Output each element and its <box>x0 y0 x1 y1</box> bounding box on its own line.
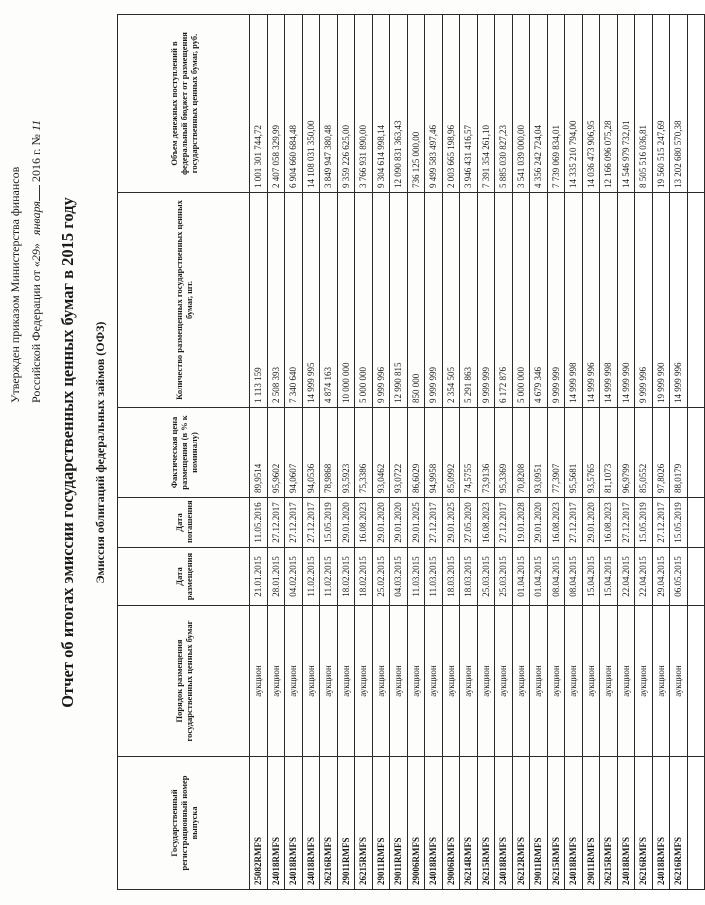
cell-actual-price: 78,9868 <box>320 408 338 498</box>
cell-maturity-date: 27.12.2017 <box>267 498 285 548</box>
cell-placement-method: аукцион <box>530 606 548 757</box>
cell-actual-price: 77,3907 <box>547 408 565 498</box>
cell-budget-proceeds: 13 202 680 570,38 <box>670 15 688 193</box>
cell-actual-price: 88,0179 <box>670 408 688 498</box>
cell-placement-method: аукцион <box>460 606 478 757</box>
cell-registration-number: 26216RMFS <box>635 757 653 890</box>
cell-placement-date: 01.04.2015 <box>512 548 530 606</box>
cell-quantity: 14 999 998 <box>565 193 583 408</box>
cell-actual-price: 97,8026 <box>652 408 670 498</box>
cell-maturity-date: 29.01.2020 <box>372 498 390 548</box>
cell-budget-proceeds: 14 335 210 794,00 <box>565 15 583 193</box>
cell-placement-date: 18.03.2015 <box>460 548 478 606</box>
cell-maturity-date: 27.12.2017 <box>617 498 635 548</box>
table-row <box>302 15 320 890</box>
cell-placement-method: аукцион <box>390 606 408 757</box>
cell-registration-number: 24018RMFS <box>652 757 670 890</box>
cell-quantity: 5 000 000 <box>512 193 530 408</box>
cell-registration-number: 26212RMFS <box>512 757 530 890</box>
table-row <box>320 15 338 890</box>
cell-quantity: 7 340 640 <box>285 193 303 408</box>
cell-quantity: 9 999 999 <box>425 193 443 408</box>
cell-maturity-date: 15.05.2019 <box>320 498 338 548</box>
cell-maturity-date: 11.05.2016 <box>250 498 268 548</box>
cell-maturity-date: 27.12.2017 <box>302 498 320 548</box>
approval-line-ministry: Утвержден приказом Министерства финансов <box>8 166 22 403</box>
table-row <box>267 15 285 890</box>
cell-actual-price: 95,3369 <box>495 408 513 498</box>
cell-placement-method: аукцион <box>442 606 460 757</box>
cell-actual-price: 85,0992 <box>442 408 460 498</box>
cell-maturity-date: 29.01.2025 <box>442 498 460 548</box>
approval-date-prefix: Российской Федерации от « <box>29 261 43 403</box>
table-row <box>337 15 355 890</box>
table-row <box>565 15 583 890</box>
table-row <box>425 15 443 890</box>
cell-empty <box>687 15 705 193</box>
header-actual-price: Фактическая цена размещения (в % к номиналу) <box>118 408 250 498</box>
approval-stamp <box>5 120 47 403</box>
cell-placement-method: аукцион <box>285 606 303 757</box>
approval-line-date <box>26 120 47 403</box>
cell-registration-number: 29011RMFS <box>530 757 548 890</box>
bond-issue-rows <box>250 15 705 890</box>
cell-budget-proceeds: 3 766 931 890,00 <box>355 15 373 193</box>
table-row-empty <box>687 15 705 890</box>
cell-maturity-date: 16.08.2023 <box>547 498 565 548</box>
cell-quantity: 4 679 346 <box>530 193 548 408</box>
table-row <box>670 15 688 890</box>
table-row <box>285 15 303 890</box>
cell-placement-date: 15.04.2015 <box>600 548 618 606</box>
cell-placement-date: 22.04.2015 <box>635 548 653 606</box>
cell-maturity-date: 27.12.2017 <box>495 498 513 548</box>
cell-placement-method: аукцион <box>635 606 653 757</box>
cell-registration-number: 29011RMFS <box>372 757 390 890</box>
table-row <box>582 15 600 890</box>
cell-registration-number: 29011RMFS <box>582 757 600 890</box>
cell-registration-number: 26216RMFS <box>320 757 338 890</box>
cell-registration-number: 26216RMFS <box>670 757 688 890</box>
cell-placement-method: аукцион <box>565 606 583 757</box>
cell-placement-method: аукцион <box>320 606 338 757</box>
cell-maturity-date: 27.12.2017 <box>285 498 303 548</box>
cell-placement-date: 29.04.2015 <box>652 548 670 606</box>
cell-budget-proceeds: 12 166 096 075,28 <box>600 15 618 193</box>
cell-budget-proceeds: 8 505 516 036,81 <box>635 15 653 193</box>
approval-month: января <box>29 201 43 236</box>
cell-placement-method: аукцион <box>600 606 618 757</box>
cell-budget-proceeds: 9 359 226 625,00 <box>337 15 355 193</box>
cell-maturity-date: 16.08.2023 <box>477 498 495 548</box>
cell-placement-method: аукцион <box>652 606 670 757</box>
cell-placement-method: аукцион <box>407 606 425 757</box>
cell-actual-price: 89,9514 <box>250 408 268 498</box>
cell-actual-price: 95,5681 <box>565 408 583 498</box>
table-row <box>600 15 618 890</box>
cell-placement-method: аукцион <box>512 606 530 757</box>
cell-placement-date: 18.02.2015 <box>355 548 373 606</box>
cell-quantity: 5 000 000 <box>355 193 373 408</box>
cell-empty <box>687 757 705 890</box>
approval-date-mid: » <box>29 243 43 250</box>
cell-budget-proceeds: 14 546 979 732,01 <box>617 15 635 193</box>
cell-registration-number: 24018RMFS <box>565 757 583 890</box>
cell-quantity: 6 172 876 <box>495 193 513 408</box>
cell-budget-proceeds: 9 304 614 998,14 <box>372 15 390 193</box>
cell-quantity: 14 999 990 <box>617 193 635 408</box>
cell-placement-date: 25.03.2015 <box>477 548 495 606</box>
table-row <box>250 15 268 890</box>
cell-maturity-date: 16.08.2023 <box>600 498 618 548</box>
cell-placement-method: аукцион <box>267 606 285 757</box>
header-maturity-date: Дата погашения <box>118 498 250 548</box>
cell-budget-proceeds: 3 849 947 380,48 <box>320 15 338 193</box>
cell-maturity-date: 27.12.2017 <box>425 498 443 548</box>
cell-placement-date: 15.04.2015 <box>582 548 600 606</box>
cell-quantity: 2 508 393 <box>267 193 285 408</box>
cell-actual-price: 74,5755 <box>460 408 478 498</box>
cell-placement-method: аукцион <box>250 606 268 757</box>
cell-actual-price: 70,8208 <box>512 408 530 498</box>
cell-maturity-date: 15.05.2019 <box>670 498 688 548</box>
table-row <box>372 15 390 890</box>
cell-quantity: 5 291 863 <box>460 193 478 408</box>
cell-registration-number: 24018RMFS <box>617 757 635 890</box>
cell-placement-date: 11.02.2015 <box>302 548 320 606</box>
cell-quantity: 1 113 159 <box>250 193 268 408</box>
cell-empty <box>687 408 705 498</box>
table-row <box>495 15 513 890</box>
cell-registration-number: 24018RMFS <box>495 757 513 890</box>
cell-placement-date: 28.01.2015 <box>267 548 285 606</box>
cell-quantity: 9 999 996 <box>372 193 390 408</box>
cell-maturity-date: 16.08.2023 <box>355 498 373 548</box>
approval-number: 11 <box>29 119 43 131</box>
cell-placement-date: 25.02.2015 <box>372 548 390 606</box>
cell-budget-proceeds: 19 560 515 247,69 <box>652 15 670 193</box>
cell-budget-proceeds: 5 885 030 827,23 <box>495 15 513 193</box>
cell-placement-date: 25.03.2015 <box>495 548 513 606</box>
cell-registration-number: 24018RMFS <box>285 757 303 890</box>
cell-budget-proceeds: 7 391 354 261,10 <box>477 15 495 193</box>
cell-placement-date: 18.03.2015 <box>442 548 460 606</box>
cell-placement-date: 11.02.2015 <box>320 548 338 606</box>
cell-actual-price: 93,0951 <box>530 408 548 498</box>
cell-actual-price: 85,0552 <box>635 408 653 498</box>
cell-placement-date: 11.03.2015 <box>407 548 425 606</box>
cell-placement-date: 06.05.2015 <box>670 548 688 606</box>
cell-actual-price: 86,6029 <box>407 408 425 498</box>
cell-placement-date: 04.02.2015 <box>285 548 303 606</box>
report-title: Отчет об итогах эмиссии государственных ценных бумаг в 2015 году <box>58 197 77 708</box>
cell-registration-number: 29011RMFS <box>390 757 408 890</box>
cell-actual-price: 94,0607 <box>285 408 303 498</box>
cell-maturity-date: 27.12.2017 <box>652 498 670 548</box>
cell-empty <box>687 606 705 757</box>
cell-quantity: 12 990 815 <box>390 193 408 408</box>
cell-maturity-date: 27.05.2020 <box>460 498 478 548</box>
cell-actual-price: 75,3386 <box>355 408 373 498</box>
cell-actual-price: 73,9136 <box>477 408 495 498</box>
cell-placement-method: аукцион <box>477 606 495 757</box>
cell-placement-method: аукцион <box>547 606 565 757</box>
table-row <box>390 15 408 890</box>
cell-registration-number: 26215RMFS <box>600 757 618 890</box>
cell-registration-number: 29006RMFS <box>407 757 425 890</box>
cell-placement-method: аукцион <box>582 606 600 757</box>
cell-placement-date: 04.03.2015 <box>390 548 408 606</box>
cell-placement-date: 08.04.2015 <box>547 548 565 606</box>
cell-quantity: 10 000 000 <box>337 193 355 408</box>
cell-empty <box>687 193 705 408</box>
cell-maturity-date: 29.01.2020 <box>582 498 600 548</box>
cell-registration-number: 24018RMFS <box>267 757 285 890</box>
cell-actual-price: 96,9799 <box>617 408 635 498</box>
cell-budget-proceeds: 14 108 031 350,00 <box>302 15 320 193</box>
cell-maturity-date: 27.12.2017 <box>565 498 583 548</box>
cell-registration-number: 26215RMFS <box>355 757 373 890</box>
header-placement-date: Дата размещения <box>118 548 250 606</box>
cell-maturity-date: 29.01.2020 <box>337 498 355 548</box>
approval-year: 2016 г. № <box>29 133 43 183</box>
cell-registration-number: 24018RMFS <box>302 757 320 890</box>
cell-registration-number: 26214RMFS <box>460 757 478 890</box>
header-budget-proceeds: Объем денежных поступлений в федеральный бюджет от размещения государственных ценных бумаг, руб. <box>118 15 250 193</box>
cell-quantity: 9 999 996 <box>635 193 653 408</box>
cell-quantity: 850 000 <box>407 193 425 408</box>
cell-quantity: 14 999 998 <box>600 193 618 408</box>
cell-maturity-date: 29.01.2020 <box>390 498 408 548</box>
cell-quantity: 4 874 163 <box>320 193 338 408</box>
cell-placement-method: аукцион <box>355 606 373 757</box>
cell-actual-price: 81,1073 <box>600 408 618 498</box>
cell-quantity: 9 999 999 <box>547 193 565 408</box>
table-row <box>512 15 530 890</box>
cell-actual-price: 93,0722 <box>390 408 408 498</box>
table-row <box>460 15 478 890</box>
cell-placement-date: 11.03.2015 <box>425 548 443 606</box>
cell-actual-price: 94,9958 <box>425 408 443 498</box>
table-row <box>477 15 495 890</box>
cell-quantity: 9 999 999 <box>477 193 495 408</box>
cell-placement-date: 22.04.2015 <box>617 548 635 606</box>
cell-placement-method: аукцион <box>495 606 513 757</box>
cell-registration-number: 29011RMFS <box>337 757 355 890</box>
table-row <box>652 15 670 890</box>
cell-budget-proceeds: 2 407 058 329,99 <box>267 15 285 193</box>
table-row <box>635 15 653 890</box>
cell-budget-proceeds: 4 356 242 724,04 <box>530 15 548 193</box>
header-quantity: Количество размещенных государственных ценных бумаг, шт. <box>118 193 250 408</box>
cell-maturity-date: 29.01.2025 <box>407 498 425 548</box>
header-registration-number: Государственный регистрационный номер выпуска <box>118 757 250 890</box>
report-subtitle: Эмиссия облигаций федеральных займов (ОФЗ) <box>93 321 107 584</box>
cell-budget-proceeds: 2 003 665 198,96 <box>442 15 460 193</box>
cell-placement-method: аукцион <box>372 606 390 757</box>
cell-maturity-date: 29.01.2020 <box>530 498 548 548</box>
cell-quantity: 19 999 990 <box>652 193 670 408</box>
approval-day: 29 <box>29 249 43 262</box>
cell-budget-proceeds: 3 541 039 000,00 <box>512 15 530 193</box>
cell-actual-price: 93,5923 <box>337 408 355 498</box>
table-header-row <box>118 15 250 890</box>
table-row <box>407 15 425 890</box>
cell-actual-price: 93,5765 <box>582 408 600 498</box>
cell-actual-price: 93,0462 <box>372 408 390 498</box>
cell-quantity: 14 999 996 <box>582 193 600 408</box>
cell-empty <box>687 548 705 606</box>
cell-quantity: 14 999 995 <box>302 193 320 408</box>
cell-placement-method: аукцион <box>670 606 688 757</box>
cell-registration-number: 26215RMFS <box>477 757 495 890</box>
header-placement-method: Порядок размещения государственных ценных бумаг <box>118 606 250 757</box>
cell-placement-method: аукцион <box>425 606 443 757</box>
cell-placement-date: 21.01.2015 <box>250 548 268 606</box>
cell-quantity: 2 354 505 <box>442 193 460 408</box>
cell-budget-proceeds: 14 036 473 906,95 <box>582 15 600 193</box>
cell-budget-proceeds: 9 499 583 497,46 <box>425 15 443 193</box>
table-row <box>547 15 565 890</box>
cell-budget-proceeds: 6 904 660 684,48 <box>285 15 303 193</box>
cell-registration-number: 24018RMFS <box>425 757 443 890</box>
cell-placement-method: аукцион <box>617 606 635 757</box>
cell-quantity: 14 999 996 <box>670 193 688 408</box>
cell-maturity-date: 19.01.2028 <box>512 498 530 548</box>
cell-registration-number: 26215RMFS <box>547 757 565 890</box>
bond-issue-table <box>117 14 705 890</box>
table-row <box>355 15 373 890</box>
cell-placement-date: 18.02.2015 <box>337 548 355 606</box>
cell-placement-date: 01.04.2015 <box>530 548 548 606</box>
cell-placement-method: аукцион <box>337 606 355 757</box>
cell-actual-price: 95,9602 <box>267 408 285 498</box>
table-row <box>530 15 548 890</box>
cell-registration-number: 29006RMFS <box>442 757 460 890</box>
cell-registration-number: 25082RMFS <box>250 757 268 890</box>
cell-placement-date: 08.04.2015 <box>565 548 583 606</box>
cell-budget-proceeds: 3 946 431 416,57 <box>460 15 478 193</box>
cell-budget-proceeds: 736 125 000,00 <box>407 15 425 193</box>
cell-empty <box>687 498 705 548</box>
cell-budget-proceeds: 7 739 069 834,01 <box>547 15 565 193</box>
table-row <box>442 15 460 890</box>
table-row <box>617 15 635 890</box>
cell-actual-price: 94,0536 <box>302 408 320 498</box>
cell-budget-proceeds: 12 090 831 363,43 <box>390 15 408 193</box>
cell-budget-proceeds: 1 001 301 744,72 <box>250 15 268 193</box>
cell-placement-method: аукцион <box>302 606 320 757</box>
cell-maturity-date: 15.05.2019 <box>635 498 653 548</box>
